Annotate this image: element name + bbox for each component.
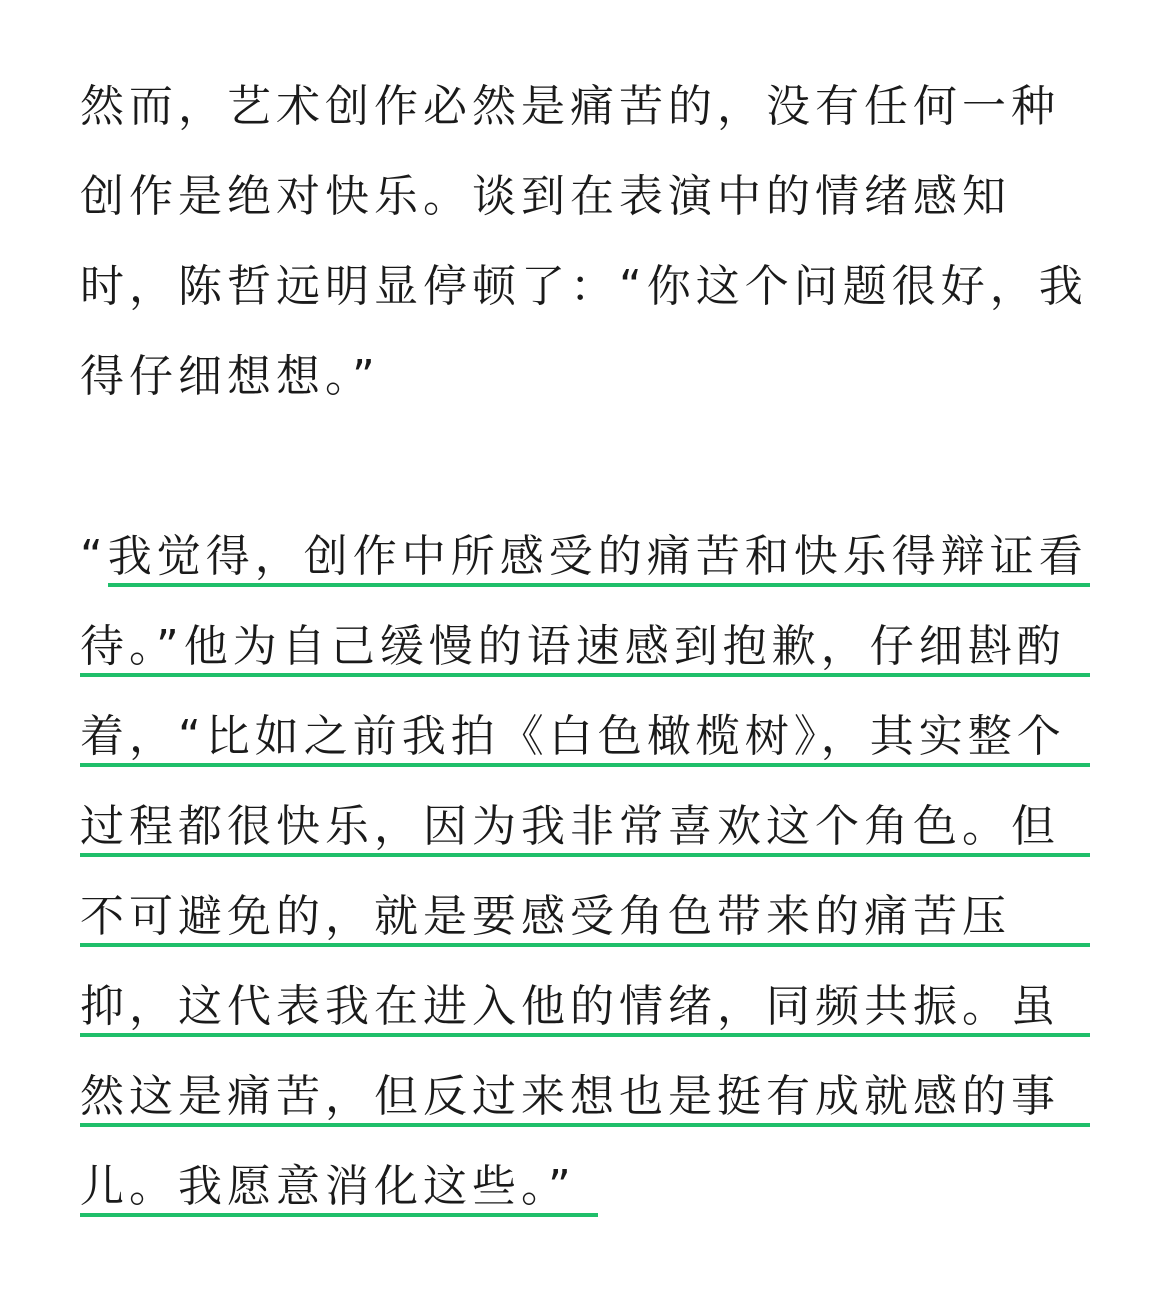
highlight-underline [80, 1033, 1090, 1037]
highlight-underline [80, 673, 1090, 677]
paragraph-1-line: 然而，艺术创作必然是痛苦的，没有任何一种 [80, 81, 1060, 132]
highlight-underline [80, 943, 1090, 947]
paragraph-2-line: 待。”他为自己缓慢的语速感到抱歉，仔细斟酌 [80, 621, 1066, 672]
highlight-underline [80, 853, 1090, 857]
highlight-underline [80, 1123, 1090, 1127]
paragraph-2-line: 不可避免的，就是要感受角色带来的痛苦压 [80, 891, 1011, 942]
paragraph-1-line: 时，陈哲远明显停顿了：“你这个问题很好，我 [80, 261, 1088, 312]
highlight-underline [108, 583, 1090, 587]
paragraph-2-line: 着，“比如之前我拍《白色橄榄树》，其实整个 [80, 711, 1066, 762]
paragraph-1-line: 创作是绝对快乐。谈到在表演中的情绪感知 [80, 171, 1011, 222]
highlight-underline [80, 763, 1090, 767]
paragraph-2-line: 儿。我愿意消化这些。” [80, 1161, 576, 1212]
highlight-underline [80, 1213, 598, 1217]
paragraph-2-line: 过程都很快乐，因为我非常喜欢这个角色。但 [80, 801, 1060, 852]
paragraph-1-line: 得仔细想想。” [80, 351, 380, 402]
paragraph-2-line: 抑，这代表我在进入他的情绪，同频共振。虽 [80, 981, 1060, 1032]
paragraph-2-line: 然这是痛苦，但反过来想也是挺有成就感的事 [80, 1071, 1060, 1122]
paragraph-2-line: “我觉得，创作中所感受的痛苦和快乐得辩证看 [80, 531, 1088, 582]
